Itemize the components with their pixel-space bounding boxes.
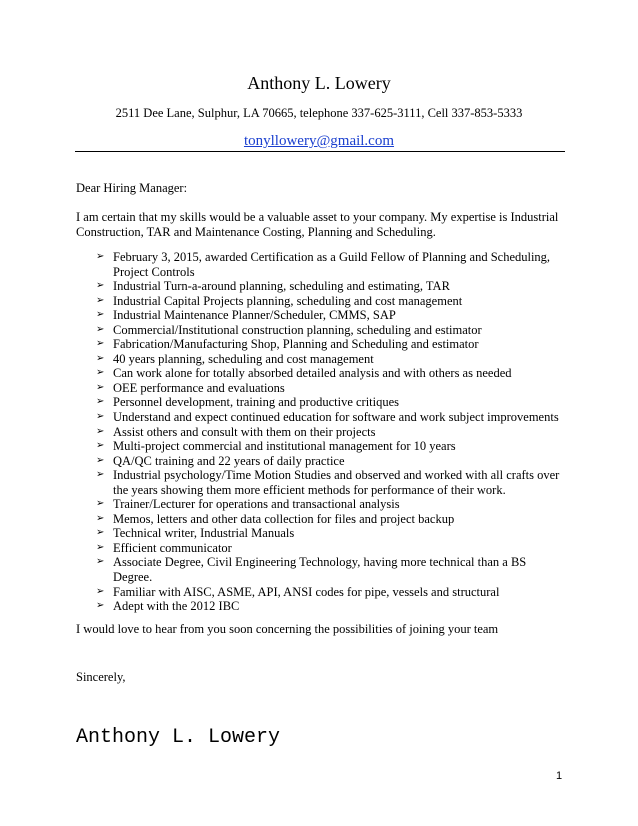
salutation: Dear Hiring Manager: — [76, 181, 188, 195]
list-item-text: Industrial Maintenance Planner/Scheduler, CMMS, SAP — [113, 308, 396, 323]
list-item — [76, 395, 566, 410]
list-item — [76, 439, 566, 454]
arrow-bullet-icon: ➢ — [96, 440, 105, 452]
list-item-text: Understand and expect continued education for software and work subject improvements — [113, 410, 559, 425]
list-item-text: Industrial psychology/Time Motion Studies and observed and worked with all crafts over the years showing them more efficient methods for performance of their work. — [113, 468, 560, 497]
list-item — [76, 555, 566, 584]
arrow-bullet-icon: ➢ — [96, 498, 105, 510]
list-item-text: February 3, 2015, awarded Certification as a Guild Fellow of Planning and Scheduling, Project Controls — [113, 250, 551, 279]
list-item — [76, 497, 566, 512]
arrow-bullet-icon: ➢ — [96, 396, 105, 408]
sign-off: Sincerely, — [76, 670, 126, 684]
sender-email — [0, 132, 638, 150]
arrow-bullet-icon: ➢ — [96, 294, 105, 306]
list-item — [76, 323, 566, 338]
list-item-text: Assist others and consult with them on their projects — [113, 424, 376, 439]
intro-paragraph: I am certain that my skills would be a valuable asset to your company. My expertise is Industrial Construction, TAR and Maintenance Costing, Planning and Scheduling. — [76, 210, 559, 239]
list-item — [76, 381, 566, 396]
list-item-text: Familiar with AISC, ASME, API, ANSI codes for pipe, vessels and structural — [113, 584, 500, 599]
qualifications-list — [76, 250, 566, 614]
list-item-text: Multi-project commercial and institutional management for 10 years — [113, 439, 456, 454]
arrow-bullet-icon: ➢ — [96, 425, 105, 437]
list-item — [76, 410, 566, 425]
list-item — [76, 308, 566, 323]
list-item-text: QA/QC training and 22 years of daily practice — [113, 453, 345, 468]
sender-address: 2511 Dee Lane, Sulphur, LA 70665, telephone 337-625-3111, Cell 337-853-5333 — [115, 106, 523, 120]
list-item — [76, 468, 566, 497]
list-item-text: OEE performance and evaluations — [113, 380, 285, 395]
list-item-text: Adept with the 2012 IBC — [113, 599, 240, 614]
arrow-bullet-icon: ➢ — [96, 381, 105, 393]
list-item-text: Commercial/Institutional construction planning, scheduling and estimator — [113, 322, 482, 337]
arrow-bullet-icon: ➢ — [96, 512, 105, 524]
list-item-text: Personnel development, training and productive critiques — [113, 395, 400, 410]
list-item — [76, 425, 566, 440]
list-item — [76, 279, 566, 294]
arrow-bullet-icon: ➢ — [96, 251, 105, 262]
list-item-text: Associate Degree, Civil Engineering Technology, having more technical than a BS Degree. — [113, 555, 527, 585]
list-item — [76, 512, 566, 527]
arrow-bullet-icon: ➢ — [96, 527, 105, 539]
list-item-text: Trainer/Lecturer for operations and transactional analysis — [113, 497, 400, 512]
arrow-bullet-icon: ➢ — [96, 367, 105, 379]
arrow-bullet-icon: ➢ — [96, 454, 105, 466]
list-item-text: 40 years planning, scheduling and cost management — [113, 351, 374, 366]
list-item — [76, 454, 566, 469]
arrow-bullet-icon: ➢ — [96, 556, 105, 568]
closing-paragraph: I would love to hear from you soon concerning the possibilities of joining your team — [76, 622, 499, 636]
arrow-bullet-icon: ➢ — [96, 541, 105, 553]
arrow-bullet-icon: ➢ — [96, 585, 105, 597]
list-item — [76, 294, 566, 309]
signature: Anthony L. Lowery — [76, 726, 281, 749]
list-item-text: Industrial Turn-a-around planning, scheduling and estimating, TAR — [113, 279, 450, 294]
list-item — [76, 366, 566, 381]
arrow-bullet-icon: ➢ — [96, 280, 105, 292]
header-divider — [75, 151, 565, 152]
list-item-text: Industrial Capital Projects planning, scheduling and cost management — [113, 293, 463, 308]
list-item — [76, 337, 566, 352]
arrow-bullet-icon: ➢ — [96, 469, 105, 481]
list-item — [76, 526, 566, 541]
list-item — [76, 599, 566, 614]
list-item-text: Memos, letters and other data collection for files and project backup — [113, 511, 455, 526]
arrow-bullet-icon: ➢ — [96, 338, 105, 350]
arrow-bullet-icon: ➢ — [96, 309, 105, 321]
list-item-text: Efficient communicator — [113, 540, 232, 555]
arrow-bullet-icon: ➢ — [96, 352, 105, 364]
list-item — [76, 541, 566, 556]
list-item — [76, 352, 566, 367]
page-number: 1 — [556, 770, 563, 782]
arrow-bullet-icon: ➢ — [96, 600, 105, 612]
list-item — [76, 585, 566, 600]
list-item — [76, 250, 566, 279]
list-item-text: Fabrication/Manufacturing Shop, Planning and Scheduling and estimator — [113, 337, 479, 352]
arrow-bullet-icon: ➢ — [96, 411, 105, 423]
list-item-text: Can work alone for totally absorbed detailed analysis and with others as needed — [113, 366, 512, 381]
arrow-bullet-icon: ➢ — [96, 323, 105, 335]
email-link[interactable]: tonyllowery@gmail.com — [243, 133, 395, 149]
sender-name: Anthony L. Lowery — [247, 73, 391, 93]
list-item-text: Technical writer, Industrial Manuals — [113, 526, 295, 541]
